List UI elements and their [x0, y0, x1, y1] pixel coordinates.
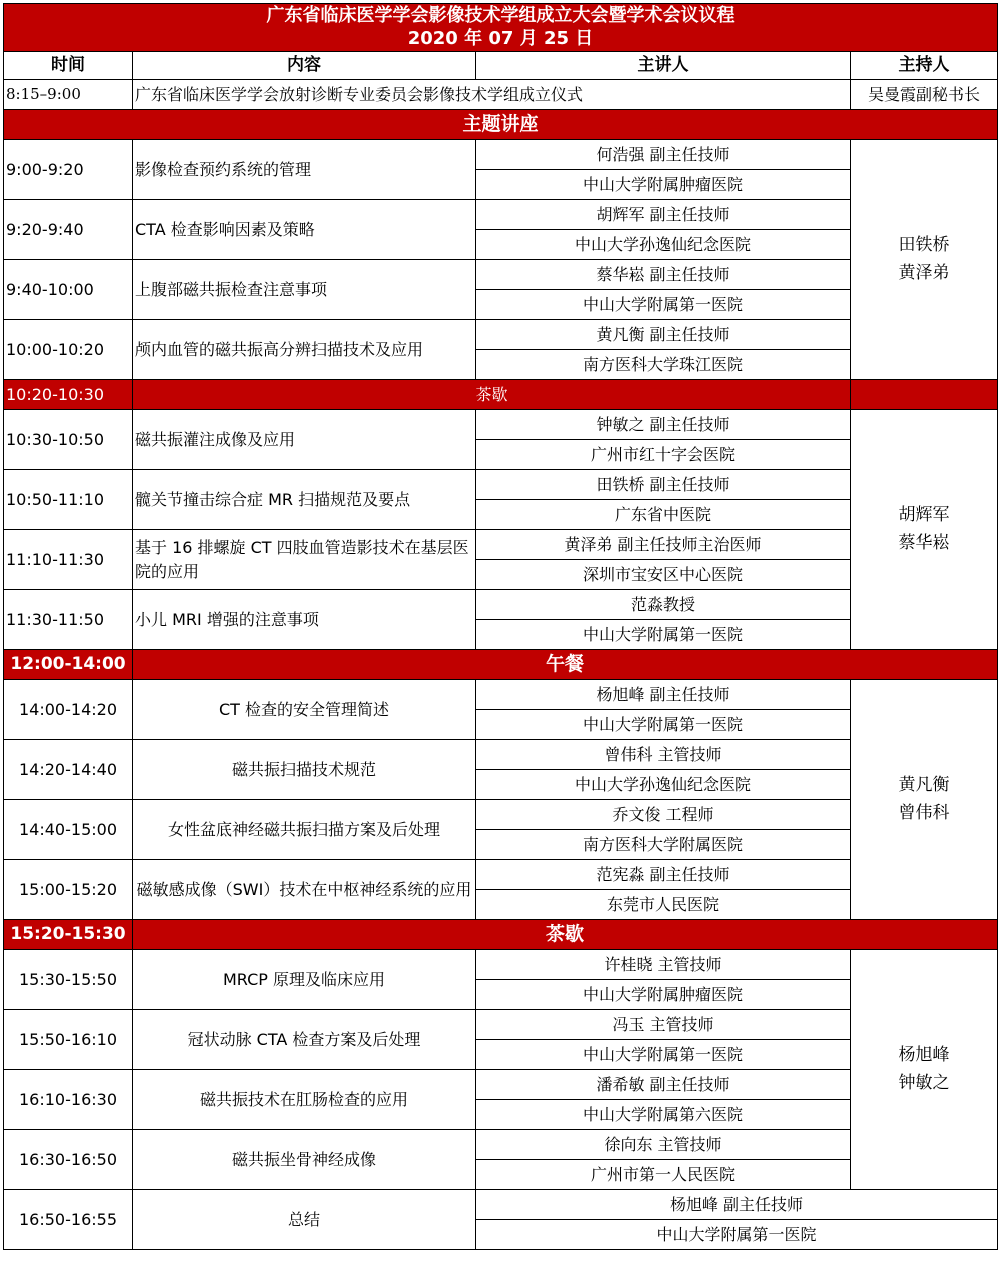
session-speaker-org: 中山大学孙逸仙纪念医院: [476, 770, 851, 800]
session-row: [4, 1130, 998, 1160]
session-speaker-org: 南方医科大学珠江医院: [476, 350, 851, 380]
header-content: 内容: [133, 52, 476, 80]
session-speaker-org: 广州市红十字会医院: [476, 440, 851, 470]
session-topic: MRCP 原理及临床应用: [133, 950, 476, 1010]
opening-content: 广东省临床医学学会放射诊断专业委员会影像技术学组成立仪式: [133, 80, 851, 110]
session-topic: 磁共振坐骨神经成像: [133, 1130, 476, 1190]
session-topic: CTA 检查影响因素及策略: [133, 200, 476, 260]
session-row: [4, 410, 998, 440]
session-speaker: 何浩强 副主任技师: [476, 140, 851, 170]
session-time: 9:20-9:40: [4, 200, 133, 260]
break-time: 10:20-10:30: [4, 380, 133, 410]
session-row: [4, 1070, 998, 1100]
session-host: 田铁桥 黄泽弟: [851, 140, 998, 380]
session-topic: 基于 16 排螺旋 CT 四肢血管造影技术在基层医院的应用: [133, 530, 476, 590]
session-time: 9:00-9:20: [4, 140, 133, 200]
session-row: [4, 260, 998, 290]
session-speaker: 黄凡衡 副主任技师: [476, 320, 851, 350]
session-topic: 磁敏感成像（SWI）技术在中枢神经系统的应用: [133, 860, 476, 920]
break-row: [4, 920, 998, 950]
session-time: 16:10-16:30: [4, 1070, 133, 1130]
break-label: 茶歇: [133, 380, 851, 410]
break-row: [4, 380, 998, 410]
session-speaker: 杨旭峰 副主任技师: [476, 680, 851, 710]
session-host: 杨旭峰 钟敏之: [851, 950, 998, 1190]
session-time: 14:00-14:20: [4, 680, 133, 740]
session-speaker: 许桂晓 主管技师: [476, 950, 851, 980]
break-label: 午餐: [133, 650, 998, 680]
session-row: [4, 740, 998, 770]
session-row: [4, 860, 998, 890]
session-speaker: 潘希敏 副主任技师: [476, 1070, 851, 1100]
session-row: [4, 1010, 998, 1040]
session-time: 9:40-10:00: [4, 260, 133, 320]
session-row: [4, 470, 998, 500]
agenda-title-line1: 广东省临床医学学会影像技术学组成立大会暨学术会议议程: [266, 5, 735, 26]
session-row: [4, 530, 998, 560]
break-time: 12:00-14:00: [4, 650, 133, 680]
session-speaker-org: 中山大学附属第一医院: [476, 710, 851, 740]
break-label: 茶歇: [133, 920, 998, 950]
session-speaker-org: 中山大学附属第六医院: [476, 1100, 851, 1130]
closing-row: [4, 1190, 998, 1220]
session-speaker: 田铁桥 副主任技师: [476, 470, 851, 500]
break-row: [4, 650, 998, 680]
agenda-date: 2020 年 07 月 25 日: [407, 27, 594, 49]
session-speaker-org: 中山大学孙逸仙纪念医院: [476, 230, 851, 260]
session-speaker: 徐向东 主管技师: [476, 1130, 851, 1160]
session-time: 14:40-15:00: [4, 800, 133, 860]
session-row: [4, 320, 998, 350]
session-host: 胡辉军 蔡华崧: [851, 410, 998, 650]
closing-speaker-org: 中山大学附属第一医院: [476, 1220, 998, 1250]
session-topic: 冠状动脉 CTA 检查方案及后处理: [133, 1010, 476, 1070]
session-row: [4, 200, 998, 230]
break-time: 15:20-15:30: [4, 920, 133, 950]
session-speaker-org: 南方医科大学附属医院: [476, 830, 851, 860]
session-speaker-org: 中山大学附属第一医院: [476, 1040, 851, 1070]
agenda-table: [3, 3, 998, 1250]
session-speaker: 范宪淼 副主任技师: [476, 860, 851, 890]
session-topic: 磁共振技术在肛肠检查的应用: [133, 1070, 476, 1130]
header-time: 时间: [4, 52, 133, 80]
session-topic: 影像检查预约系统的管理: [133, 140, 476, 200]
session-speaker: 曾伟科 主管技师: [476, 740, 851, 770]
session-topic: 小儿 MRI 增强的注意事项: [133, 590, 476, 650]
session-row: [4, 140, 998, 170]
session-topic: 颅内血管的磁共振高分辨扫描技术及应用: [133, 320, 476, 380]
break-host-empty: [851, 380, 998, 410]
session-speaker-org: 广州市第一人民医院: [476, 1160, 851, 1190]
session-speaker: 胡辉军 副主任技师: [476, 200, 851, 230]
session-speaker-org: 广东省中医院: [476, 500, 851, 530]
agenda-title: [4, 4, 998, 52]
session-speaker-org: 东莞市人民医院: [476, 890, 851, 920]
section-title-keynote: 主题讲座: [4, 110, 998, 140]
session-speaker: 范淼教授: [476, 590, 851, 620]
session-speaker: 乔文俊 工程师: [476, 800, 851, 830]
session-topic: 女性盆底神经磁共振扫描方案及后处理: [133, 800, 476, 860]
closing-topic: 总结: [133, 1190, 476, 1250]
session-row: [4, 590, 998, 620]
closing-speaker: 杨旭峰 副主任技师: [476, 1190, 998, 1220]
session-speaker: 钟敏之 副主任技师: [476, 410, 851, 440]
session-time: 11:30-11:50: [4, 590, 133, 650]
session-row: [4, 680, 998, 710]
session-speaker-org: 中山大学附属第一医院: [476, 620, 851, 650]
session-time: 15:50-16:10: [4, 1010, 133, 1070]
session-time: 10:00-10:20: [4, 320, 133, 380]
session-time: 14:20-14:40: [4, 740, 133, 800]
session-topic: 磁共振扫描技术规范: [133, 740, 476, 800]
opening-host: 吴曼霞副秘书长: [851, 80, 998, 110]
session-speaker: 冯玉 主管技师: [476, 1010, 851, 1040]
session-speaker-org: 中山大学附属肿瘤医院: [476, 980, 851, 1010]
session-topic: 磁共振灌注成像及应用: [133, 410, 476, 470]
session-speaker: 蔡华崧 副主任技师: [476, 260, 851, 290]
session-time: 15:30-15:50: [4, 950, 133, 1010]
session-row: [4, 950, 998, 980]
session-time: 11:10-11:30: [4, 530, 133, 590]
header-host: 主持人: [851, 52, 998, 80]
session-topic: 上腹部磁共振检查注意事项: [133, 260, 476, 320]
closing-time: 16:50-16:55: [4, 1190, 133, 1250]
session-topic: CT 检查的安全管理简述: [133, 680, 476, 740]
session-time: 10:50-11:10: [4, 470, 133, 530]
session-row: [4, 800, 998, 830]
session-topic: 髋关节撞击综合症 MR 扫描规范及要点: [133, 470, 476, 530]
session-time: 16:30-16:50: [4, 1130, 133, 1190]
session-speaker-org: 中山大学附属肿瘤医院: [476, 170, 851, 200]
session-host: 黄凡衡 曾伟科: [851, 680, 998, 920]
session-speaker-org: 中山大学附属第一医院: [476, 290, 851, 320]
session-time: 10:30-10:50: [4, 410, 133, 470]
opening-time: 8:15–9:00: [4, 80, 133, 110]
session-speaker: 黄泽弟 副主任技师主治医师: [476, 530, 851, 560]
header-speaker: 主讲人: [476, 52, 851, 80]
session-speaker-org: 深圳市宝安区中心医院: [476, 560, 851, 590]
session-time: 15:00-15:20: [4, 860, 133, 920]
